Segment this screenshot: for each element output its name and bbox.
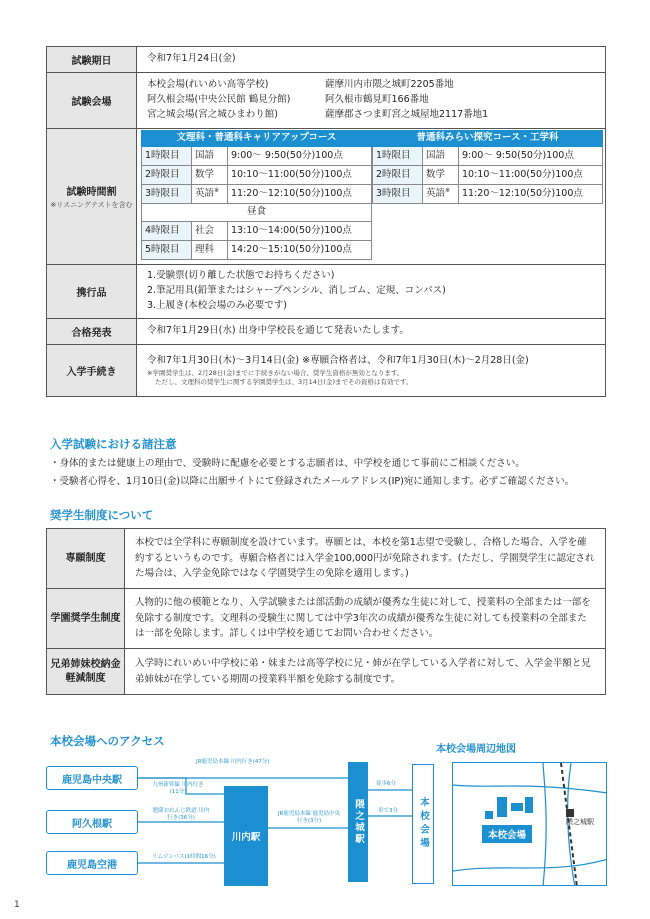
table-row: 2時限目 数学 10:10〜11:00(50分)100点 bbox=[142, 166, 372, 185]
scholarship-title: 奨学生制度について bbox=[50, 508, 154, 522]
map-title: 本校会場周辺地図 bbox=[436, 744, 516, 755]
scholarship-table bbox=[46, 528, 606, 695]
exam-date-label: 試験期日 bbox=[47, 47, 137, 73]
table-row: 1時限目 国語 9:00〜 9:50(50分)100点 bbox=[373, 147, 603, 166]
schedule-course-b bbox=[372, 130, 603, 204]
exam-time-label: 試験時間割 ※リスニングテストを含む bbox=[47, 129, 137, 265]
station-kagoshima-chuo: 鹿児島中央駅 bbox=[46, 766, 138, 790]
route-label: JR鹿児島本線 鹿児島中央行き(3分) bbox=[277, 811, 341, 825]
exam-info-table bbox=[46, 46, 606, 397]
result-label: 合格発表 bbox=[47, 319, 137, 345]
scholarship-text: 本校では全学科に専願制度を設けています。専願とは、本校を第1志望で受験し、合格した場合、入学を確約するというものです。専願合格者には入学金100,000円が免除されます。(ただし、学園奨学生に認定された場合は、入学金免除ではなく学園奨学生の免除を適用します。) bbox=[125, 529, 606, 589]
access-diagram bbox=[46, 750, 606, 890]
map-station-label: 隈之城駅 bbox=[566, 818, 594, 826]
route-label: 車で3分 bbox=[378, 808, 398, 814]
table-row: 3時限目 英語※ 11:20〜12:10(50分)100点 bbox=[373, 185, 603, 204]
scholarship-label: 専願制度 bbox=[47, 529, 125, 589]
list-item: ・受験者心得を、1月10日(金)以降に出願サイトにて登録されたメールアドレス(IP)宛に通知します。必ずご確認ください。 bbox=[50, 476, 575, 488]
listening-note: ※リスニングテストを含む bbox=[50, 200, 133, 209]
route-label: 九州新幹線 川内行き(11分) bbox=[152, 782, 204, 796]
course-a-header: 文理科・普通科キャリアアップコース bbox=[142, 131, 372, 147]
items-list bbox=[137, 265, 606, 319]
map-school-label: 本校会場 bbox=[482, 825, 532, 843]
venue-row: 本校会場(れいめい高等学校) 薩摩川内市隈之城町2205番地 bbox=[147, 79, 454, 91]
venue-row: 宮之城会場(宮之城ひまわり館) 薩摩郡さつま町宮之城屋地2117番地1 bbox=[147, 108, 489, 120]
exam-schedule bbox=[137, 129, 606, 265]
scholarship-text: 入学時にれいめい中学校に弟・妹または高等学校に兄・姉が在学している入学者に対して、入学金半額と兄弟姉妹が在学している期間の授業料半額を免除する制度です。 bbox=[125, 649, 606, 695]
list-item: 2.筆記用具(鉛筆またはシャープペンシル、消しゴム、定規、コンパス) bbox=[147, 285, 446, 297]
venue-row: 阿久根会場(中央公民館 鶴見分館) 阿久根市鶴見町166番地 bbox=[147, 94, 429, 106]
items-label: 携行品 bbox=[47, 265, 137, 319]
enroll-note: ※学園奨学生は、2月28日(金)までに手続きがない場合、奨学生資格が無効となります。 bbox=[147, 368, 404, 377]
cautions-title: 入学試験における諸注意 bbox=[50, 437, 177, 451]
exam-date-value: 令和7年1月24日(金) bbox=[137, 47, 606, 73]
station-akune: 阿久根駅 bbox=[46, 810, 138, 834]
table-row: 3時限目 英語※ 11:20〜12:10(50分)100点 bbox=[142, 185, 372, 204]
list-item: 1.受験票(切り離した状態でお持ちください) bbox=[147, 270, 335, 282]
result-value: 令和7年1月29日(水) 出身中学校長を通じて発表いたします。 bbox=[137, 319, 606, 345]
list-item: 3.上履き(本校会場のみ必要です) bbox=[147, 299, 287, 311]
page-number: 1 bbox=[14, 900, 20, 910]
list-item: ・身体的または健康上の理由で、受験時に配慮を必要とする志願者は、中学校を通じて事前にご相談ください。 bbox=[50, 458, 525, 469]
exam-venue-label: 試験会場 bbox=[47, 73, 137, 129]
station-kumanojo: 隈之城駅 bbox=[348, 762, 368, 882]
access-title: 本校会場へのアクセス bbox=[50, 734, 165, 748]
scholarship-label: 学園奨学生制度 bbox=[47, 589, 125, 649]
school-venue: 本校会場 bbox=[412, 764, 434, 884]
route-label: 肥薩おれんじ鉄道 川内行き(36分) bbox=[152, 808, 210, 822]
enroll-value: 令和7年1月30日(木)〜3月14日(金) ※専願合格者は、令和7年1月30日(木)〜2月28日(金) ※学園奨学生は、2月28日(金)までに手続きがない場合、奨学生資格が無効となります。 ただし、文理科の奨学生に関する学園奨学生は、3月14日(金)までその資格は有効です。 bbox=[137, 345, 606, 397]
exam-venue-list bbox=[137, 73, 606, 129]
scholarship-label: 兄弟姉妹校納金軽減制度 bbox=[47, 649, 125, 695]
enroll-note: ただし、文理科の奨学生に関する学園奨学生は、3月14日(金)までその資格は有効です。 bbox=[155, 377, 413, 386]
station-sendai: 川内駅 bbox=[224, 786, 268, 886]
lunch-row: 昼食 bbox=[142, 204, 372, 222]
route-label: JR鹿児島本線 川内行き(47分) bbox=[196, 759, 270, 765]
station-airport: 鹿児島空港 bbox=[46, 851, 138, 875]
table-row: 5時限目 理科 14:20〜15:10(50分)100点 bbox=[142, 241, 372, 260]
scholarship-text: 人物的に他の模範となり、入学試験または部活動の成績が優秀な生徒に対して、授業料の全部または一部を免除する制度です。文理科の受験生に関しては中学3年次の成績が優秀な生徒に対しても授業料の全部または一部を免除します。詳しくは中学校を通じてお問い合わせください。 bbox=[125, 589, 606, 649]
enroll-label: 入学手続き bbox=[47, 345, 137, 397]
route-label: 徒歩6分 bbox=[376, 781, 396, 787]
course-b-header: 普通科みらい探究コース・工学科 bbox=[373, 131, 603, 147]
schedule-course-a bbox=[141, 130, 372, 260]
cautions-list bbox=[50, 455, 610, 491]
table-row: 1時限目 国語 9:00〜 9:50(50分)100点 bbox=[142, 147, 372, 166]
route-label: リムジンバス(1時間16分) bbox=[152, 854, 216, 860]
table-row: 2時限目 数学 10:10〜11:00(50分)100点 bbox=[373, 166, 603, 185]
table-row: 4時限目 社会 13:10〜14:00(50分)100点 bbox=[142, 222, 372, 241]
area-map bbox=[452, 762, 607, 886]
